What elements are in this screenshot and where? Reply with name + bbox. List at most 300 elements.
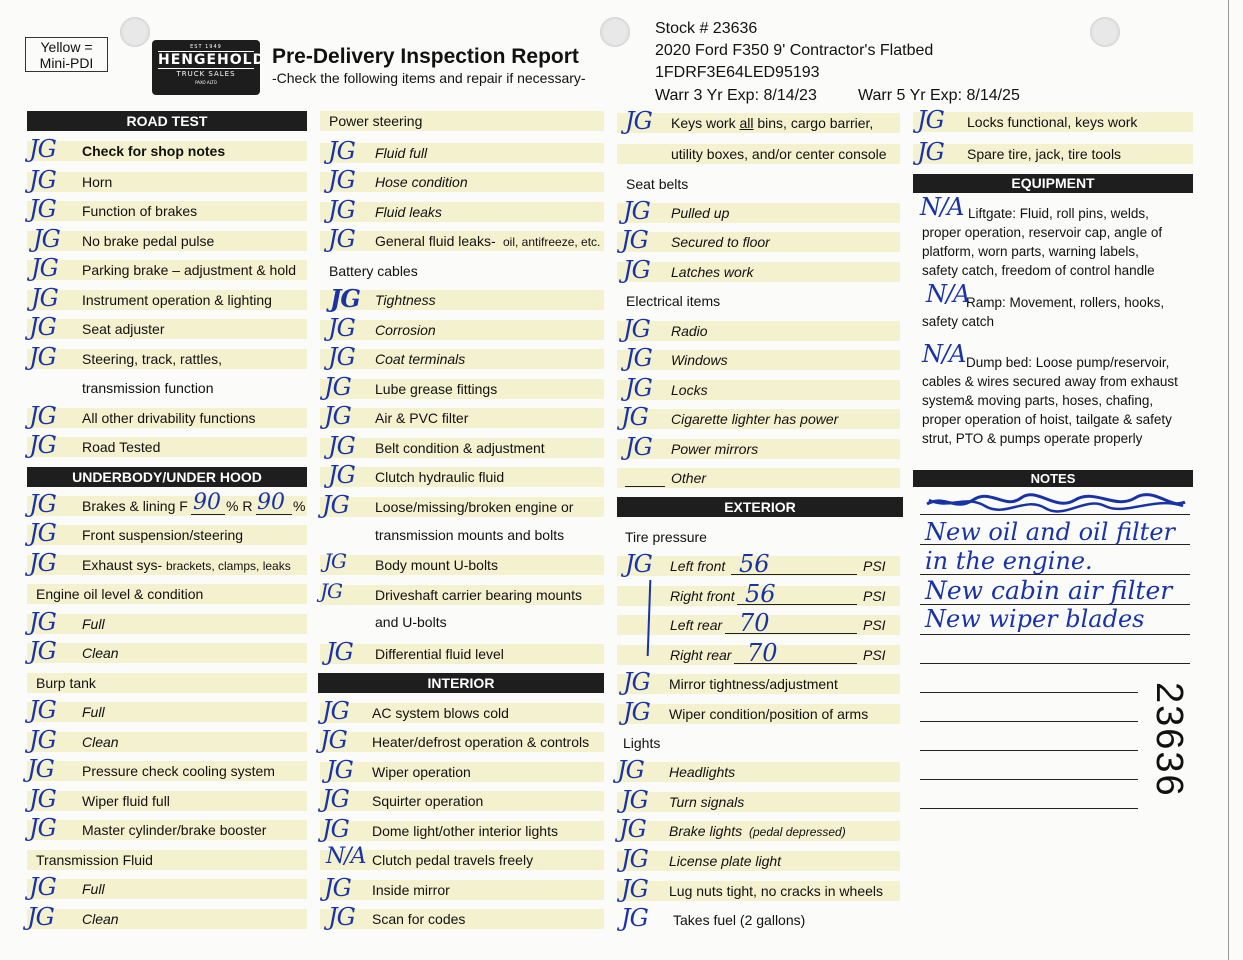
notes-line bbox=[920, 634, 1190, 635]
item-label: Check for shop notes bbox=[82, 143, 226, 159]
initials-mark: JG bbox=[625, 550, 652, 578]
checklist-row bbox=[27, 608, 307, 636]
exterior-header: EXTERIOR bbox=[617, 497, 903, 517]
initials-mark: JG bbox=[625, 107, 652, 135]
checklist-row bbox=[27, 313, 307, 341]
section-label: Seat belts bbox=[626, 176, 689, 192]
na-mark: N/A bbox=[926, 280, 970, 308]
punch-hole bbox=[600, 17, 630, 47]
initials-mark: JG bbox=[917, 106, 944, 134]
item-label: Clean bbox=[82, 911, 119, 927]
dump-line: proper operation of hoist, tailgate & safety bbox=[922, 412, 1172, 427]
item-label: Locks bbox=[671, 382, 708, 398]
dump-line: system& moving parts, hoses, chafing, bbox=[922, 393, 1154, 408]
checklist-row bbox=[27, 225, 307, 253]
item-label: Turn signals bbox=[669, 794, 745, 810]
item-label: transmission function bbox=[82, 380, 214, 396]
item-label: Coat terminals bbox=[375, 351, 466, 367]
item-label: and U-bolts bbox=[375, 614, 447, 630]
checklist-row bbox=[27, 755, 307, 783]
item-label: Radio bbox=[671, 323, 708, 339]
initials-mark: JG bbox=[625, 344, 652, 372]
section-row bbox=[320, 111, 604, 131]
checklist-row bbox=[27, 135, 307, 163]
checklist-row bbox=[320, 579, 604, 605]
road-test-header: ROAD TEST bbox=[27, 111, 307, 131]
checklist-row bbox=[617, 226, 900, 254]
liftgate-line: proper operation, reservoir cap, angle of bbox=[922, 225, 1163, 240]
initials-mark: JG bbox=[623, 698, 650, 726]
initials-mark: JG bbox=[322, 785, 349, 813]
initials-mark: JG bbox=[29, 696, 56, 724]
item-label: Lube grease fittings bbox=[375, 381, 498, 397]
warranty-3yr: Warr 3 Yr Exp: 8/14/23 bbox=[655, 87, 817, 104]
checklist-row bbox=[617, 668, 900, 696]
checklist-row bbox=[320, 903, 604, 931]
item-label: utility boxes, and/or center console bbox=[671, 146, 887, 162]
checklist-row bbox=[320, 726, 604, 754]
section-label: Battery cables bbox=[329, 263, 418, 279]
initials-mark: JG bbox=[623, 197, 650, 225]
vertical-stock-number: 23636 bbox=[1148, 682, 1190, 798]
item-label: No brake pedal pulse bbox=[82, 233, 215, 249]
initials-mark: JG bbox=[621, 786, 648, 814]
initials-mark: JG bbox=[29, 135, 56, 163]
psi-label: PSI bbox=[863, 558, 886, 574]
initials-mark: JG bbox=[328, 432, 355, 460]
checklist-row bbox=[320, 549, 604, 575]
checklist-row bbox=[27, 402, 307, 430]
item-label: Windows bbox=[671, 352, 728, 368]
initials-mark: JG bbox=[917, 138, 944, 166]
scribbled-note bbox=[925, 492, 1187, 514]
initials-mark: JG bbox=[31, 254, 58, 282]
section-label: Engine oil level & condition bbox=[36, 586, 204, 602]
item-label: Instrument operation & lighting bbox=[82, 292, 272, 308]
tire-label: Right rear bbox=[670, 647, 732, 663]
item-label: Scan for codes bbox=[372, 911, 466, 927]
yellow-mini-pdi-note bbox=[25, 37, 108, 72]
checklist-row bbox=[617, 433, 900, 461]
page-subtitle: -Check the following items and repair if necessary- bbox=[272, 70, 586, 86]
initials-mark: JG bbox=[330, 284, 360, 313]
item-label: Pressure check cooling system bbox=[82, 763, 275, 779]
initials-mark: JG bbox=[621, 875, 648, 903]
initials-mark: JG bbox=[619, 815, 646, 843]
section-row bbox=[617, 527, 900, 547]
section-label: Burp tank bbox=[36, 675, 96, 691]
checklist-row bbox=[27, 378, 307, 398]
initials-mark: JG bbox=[328, 225, 355, 253]
checklist-row bbox=[320, 196, 604, 224]
item-label: Parking brake – adjustment & hold bbox=[82, 262, 297, 278]
initials-mark: JG bbox=[328, 166, 355, 194]
initials-mark: JG bbox=[328, 461, 355, 489]
item-label: AC system blows cold bbox=[372, 705, 509, 721]
checklist-row bbox=[320, 612, 604, 632]
psi-label: PSI bbox=[863, 617, 886, 633]
initials-mark: JG bbox=[320, 726, 347, 754]
item-label: Corrosion bbox=[375, 322, 436, 338]
checklist-row bbox=[27, 343, 307, 371]
ramp-line: safety catch bbox=[922, 314, 995, 329]
initials-mark: JG bbox=[623, 668, 650, 696]
initials-mark: JG bbox=[328, 314, 355, 342]
scribble-svg bbox=[925, 492, 1187, 514]
logo-name: HENGEHOLD bbox=[158, 52, 266, 68]
checklist-row bbox=[27, 490, 307, 518]
initials-mark: JG bbox=[29, 814, 56, 842]
checklist-row bbox=[320, 491, 604, 519]
initials-mark: JG bbox=[328, 903, 355, 931]
initials-mark: JG bbox=[29, 519, 56, 547]
tire-row bbox=[617, 550, 900, 578]
company-logo bbox=[152, 40, 266, 95]
item-label bbox=[671, 115, 873, 131]
initials-mark: JG bbox=[29, 195, 56, 223]
checklist-row bbox=[320, 697, 604, 725]
checklist-row bbox=[617, 374, 900, 402]
item-label: Driveshaft carrier bearing mounts bbox=[375, 587, 582, 603]
item-label: Lug nuts tight, no cracks in wheels bbox=[669, 883, 884, 899]
item-label-detail: (pedal depressed) bbox=[749, 825, 846, 839]
initials-mark: JG bbox=[322, 697, 349, 725]
item-label: All other drivability functions bbox=[82, 410, 256, 426]
item-label: Road Tested bbox=[82, 439, 161, 455]
checklist-row bbox=[27, 254, 307, 282]
checklist-row bbox=[27, 785, 307, 813]
checklist-row bbox=[617, 698, 900, 726]
keys-all-text: all bbox=[739, 115, 754, 131]
item-label: Loose/missing/broken engine or bbox=[375, 499, 574, 515]
handwritten-note: New cabin air filter bbox=[925, 576, 1173, 605]
initials-mark: JG bbox=[324, 373, 351, 401]
item-label: Takes fuel (2 gallons) bbox=[673, 912, 806, 928]
checklist-row bbox=[27, 431, 307, 459]
initials-mark: JG bbox=[625, 433, 652, 461]
item-label: Mirror tightness/adjustment bbox=[669, 676, 838, 692]
checklist-row bbox=[27, 166, 307, 194]
section-row bbox=[27, 584, 307, 604]
section-label: Transmission Fluid bbox=[36, 852, 153, 868]
item-label: Inside mirror bbox=[372, 882, 450, 898]
front-brake-value: 90 bbox=[193, 490, 221, 515]
item-label: Front suspension/steering bbox=[82, 527, 244, 543]
initials-mark: JG bbox=[29, 608, 56, 636]
checklist-row bbox=[617, 144, 900, 164]
stock-number: Stock # 23636 bbox=[655, 20, 758, 37]
item-label: Wiper fluid full bbox=[82, 793, 170, 809]
section-row bbox=[617, 174, 900, 194]
item-label: Seat adjuster bbox=[82, 321, 165, 337]
dump-line: cables & wires secured away from exhaust bbox=[922, 374, 1178, 389]
liftgate-block bbox=[920, 193, 1192, 280]
initials-mark: JG bbox=[621, 226, 648, 254]
yellow-note-line: Mini-PDI bbox=[39, 55, 94, 71]
checklist-row bbox=[320, 314, 604, 342]
na-mark: N/A bbox=[920, 193, 964, 221]
item-label: Squirter operation bbox=[372, 793, 484, 809]
checklist-row bbox=[913, 138, 1193, 166]
item-label: Exhaust sys- bbox=[82, 557, 163, 573]
checklist-row bbox=[27, 195, 307, 223]
ramp-line: Ramp: Movement, rollers, hooks, bbox=[966, 295, 1165, 310]
section-row bbox=[320, 261, 604, 281]
initials-mark: JG bbox=[27, 755, 54, 783]
na-mark: N/A bbox=[922, 340, 966, 368]
item-label: Other bbox=[671, 470, 707, 486]
checklist-row bbox=[617, 756, 900, 784]
logo-est: EST 1949 bbox=[190, 44, 222, 50]
ramp-block bbox=[922, 280, 1192, 331]
checklist-row bbox=[27, 519, 307, 547]
checklist-row bbox=[320, 874, 604, 902]
item-label: Hose condition bbox=[375, 174, 468, 190]
checklist-row bbox=[617, 815, 900, 843]
checklist-row bbox=[617, 904, 900, 932]
liftgate-line: safety catch, freedom of control handle bbox=[922, 263, 1155, 278]
initials-mark: JG bbox=[27, 903, 54, 931]
item-label: Master cylinder/brake booster bbox=[82, 822, 267, 838]
dump-line: Dump bed: Loose pump/reservoir, bbox=[966, 355, 1170, 370]
na-mark: N/A bbox=[326, 844, 366, 869]
checklist-row bbox=[617, 403, 900, 431]
checklist-row bbox=[320, 844, 604, 870]
item-label: Wiper condition/position of arms bbox=[669, 706, 869, 722]
psi-label: PSI bbox=[863, 647, 886, 663]
warranty-5yr: Warr 5 Yr Exp: 8/14/25 bbox=[858, 87, 1020, 104]
initials-mark: JG bbox=[31, 284, 58, 312]
checklist-row bbox=[320, 166, 604, 194]
item-label: Wiper operation bbox=[372, 764, 471, 780]
item-label: Steering, track, rattles, bbox=[82, 351, 223, 367]
checklist-row bbox=[617, 344, 900, 372]
item-label: Clean bbox=[82, 645, 119, 661]
checklist-row bbox=[617, 875, 900, 903]
item-label: Latches work bbox=[671, 264, 754, 280]
initials-mark: JG bbox=[617, 756, 644, 784]
item-label: General fluid leaks- bbox=[375, 233, 496, 249]
initials-mark: JG bbox=[29, 166, 56, 194]
checklist-row bbox=[320, 815, 604, 843]
item-label: Horn bbox=[82, 174, 113, 190]
equipment-header: EQUIPMENT bbox=[913, 174, 1193, 193]
section-label: Electrical items bbox=[626, 293, 721, 309]
keys-text: Keys work bbox=[671, 115, 740, 131]
section-row bbox=[27, 850, 307, 870]
initials-mark: JG bbox=[328, 196, 355, 224]
section-row bbox=[617, 733, 900, 753]
liftgate-line: platform, worn parts, warning labels, bbox=[922, 244, 1139, 259]
notes-line bbox=[920, 779, 1138, 780]
tire-value: 56 bbox=[739, 550, 770, 578]
vehicle-description: 2020 Ford F350 9' Contractor's Flatbed bbox=[655, 42, 934, 59]
tire-value: 70 bbox=[739, 609, 770, 637]
checklist-row bbox=[320, 785, 604, 813]
checklist-row bbox=[617, 845, 900, 873]
checklist-row bbox=[320, 756, 604, 784]
initials-mark: JG bbox=[621, 904, 648, 932]
notes-line bbox=[920, 808, 1138, 809]
item-label: Locks functional, keys work bbox=[967, 114, 1138, 130]
item-label-detail: brackets, clamps, leaks bbox=[166, 559, 291, 573]
underbody-header: UNDERBODY/UNDER HOOD bbox=[27, 467, 307, 487]
initials-mark: JG bbox=[621, 403, 648, 431]
checklist-row bbox=[617, 468, 900, 488]
checklist-row bbox=[320, 343, 604, 371]
initials-mark: JG bbox=[29, 431, 56, 459]
notes-line bbox=[920, 750, 1138, 751]
item-label: transmission mounts and bolts bbox=[375, 527, 565, 543]
item-label: Brakes & lining F bbox=[82, 498, 188, 514]
item-label: Full bbox=[82, 704, 105, 720]
notes-line bbox=[920, 721, 1138, 722]
initials-mark: JG bbox=[326, 638, 353, 666]
checklist-row bbox=[617, 786, 900, 814]
keys-text-end: bins, cargo barrier, bbox=[753, 115, 874, 131]
checklist-row bbox=[320, 461, 604, 489]
checklist-row bbox=[617, 315, 900, 343]
liftgate-line: Liftgate: Fluid, roll pins, welds, bbox=[968, 206, 1149, 221]
initials-mark: JG bbox=[29, 343, 56, 371]
notes-line bbox=[920, 663, 1190, 664]
pct-r-label: % R bbox=[226, 498, 253, 514]
handwritten-note: New wiper blades bbox=[925, 605, 1145, 633]
handwritten-note: New oil and oil filter bbox=[925, 518, 1175, 546]
punch-hole bbox=[120, 17, 150, 47]
initials-mark: JG bbox=[623, 315, 650, 343]
initials-mark: JG bbox=[29, 726, 56, 754]
page-title: Pre-Delivery Inspection Report bbox=[272, 45, 579, 68]
section-row bbox=[617, 291, 900, 311]
blank-line bbox=[625, 486, 665, 487]
item-label: Clean bbox=[82, 734, 119, 750]
checklist-row bbox=[320, 525, 604, 545]
item-label: Fluid full bbox=[375, 145, 428, 161]
checklist-row bbox=[617, 107, 900, 135]
checklist-row bbox=[320, 638, 604, 666]
item-label: Secured to floor bbox=[671, 234, 770, 250]
initials-mark: JG bbox=[623, 256, 650, 284]
notes-header: NOTES bbox=[913, 470, 1193, 487]
checklist-row bbox=[27, 873, 307, 901]
checklist-row bbox=[617, 256, 900, 284]
initials-mark: JG bbox=[324, 874, 351, 902]
checklist-row bbox=[27, 549, 307, 577]
checklist-row bbox=[320, 137, 604, 165]
handwritten-note: in the engine. bbox=[925, 547, 1093, 575]
item-label: Fluid leaks bbox=[375, 204, 442, 220]
item-label: Dome light/other interior lights bbox=[372, 823, 558, 839]
page-edge bbox=[1228, 0, 1229, 960]
tire-row bbox=[617, 609, 900, 637]
item-label: Belt condition & adjustment bbox=[375, 440, 545, 456]
initials-mark: JG bbox=[29, 785, 56, 813]
checklist-row bbox=[27, 284, 307, 312]
vin-number: 1FDRF3E64LED95193 bbox=[655, 64, 820, 81]
tire-value: 70 bbox=[747, 639, 778, 667]
initials-mark: JG bbox=[33, 225, 60, 253]
item-label: Power mirrors bbox=[671, 441, 759, 457]
initials-mark: JG bbox=[29, 313, 56, 341]
item-label: Tightness bbox=[375, 292, 436, 308]
initials-mark: JG bbox=[29, 637, 56, 665]
item-label: Air & PVC filter bbox=[375, 410, 469, 426]
tire-row bbox=[617, 580, 900, 608]
initials-mark: JG bbox=[320, 579, 342, 603]
item-label: Clutch pedal travels freely bbox=[372, 852, 534, 868]
pct-label: % bbox=[293, 498, 306, 514]
initials-mark: JG bbox=[324, 402, 351, 430]
item-label: Clutch hydraulic fluid bbox=[375, 469, 505, 485]
section-label: Lights bbox=[623, 735, 661, 751]
initials-mark: JG bbox=[326, 756, 353, 784]
yellow-note-line: Yellow = bbox=[40, 39, 93, 55]
item-label: Spare tire, jack, tire tools bbox=[967, 146, 1122, 162]
initials-mark: JG bbox=[621, 845, 648, 873]
initials-mark: JG bbox=[324, 549, 346, 573]
initials-mark: JG bbox=[322, 815, 349, 843]
initials-mark: JG bbox=[328, 137, 355, 165]
punch-hole bbox=[1090, 17, 1120, 47]
item-label: Cigarette lighter has power bbox=[671, 411, 839, 427]
item-label: Brake lights bbox=[669, 823, 743, 839]
section-label: Power steering bbox=[329, 113, 423, 129]
checklist-row bbox=[320, 432, 604, 460]
interior-header: INTERIOR bbox=[318, 673, 604, 693]
notes-line bbox=[920, 692, 1138, 693]
initials-mark: JG bbox=[29, 549, 56, 577]
checklist-row bbox=[320, 402, 604, 430]
checklist-row bbox=[27, 637, 307, 665]
checklist-row bbox=[320, 373, 604, 401]
checklist-row bbox=[27, 903, 307, 931]
item-label-detail: oil, antifreeze, etc. bbox=[503, 235, 601, 249]
checklist-row bbox=[27, 696, 307, 724]
checklist-row bbox=[320, 225, 604, 253]
item-label: Body mount U-bolts bbox=[375, 557, 498, 573]
item-label: Function of brakes bbox=[82, 203, 198, 219]
item-label: Heater/defrost operation & controls bbox=[372, 734, 590, 750]
psi-label: PSI bbox=[863, 588, 886, 604]
initials-mark: JG bbox=[29, 402, 56, 430]
section-label: Tire pressure bbox=[625, 529, 707, 545]
dump-line: strut, PTO & pumps operate properly bbox=[922, 431, 1143, 446]
item-label: Differential fluid level bbox=[375, 646, 504, 662]
initials-mark: JG bbox=[29, 873, 56, 901]
item-label: Headlights bbox=[669, 764, 736, 780]
checklist-row bbox=[913, 106, 1193, 134]
notes-line bbox=[920, 514, 1190, 515]
checklist-row bbox=[27, 726, 307, 754]
item-label: License plate light bbox=[669, 853, 782, 869]
tire-value: 56 bbox=[745, 580, 776, 608]
item-label: Full bbox=[82, 881, 105, 897]
tire-row bbox=[617, 639, 900, 667]
initials-mark: JG bbox=[322, 491, 349, 519]
logo-sub: TRUCK SALES bbox=[176, 70, 236, 78]
initials-mark: JG bbox=[625, 374, 652, 402]
checklist-row bbox=[320, 284, 604, 313]
item-label: Full bbox=[82, 616, 105, 632]
initials-mark: JG bbox=[328, 343, 355, 371]
checklist-row bbox=[617, 197, 900, 225]
dump-bed-block bbox=[922, 340, 1192, 448]
tire-label: Left front bbox=[670, 558, 726, 574]
item-label: Pulled up bbox=[671, 205, 730, 221]
checklist-row bbox=[27, 814, 307, 842]
tire-label: Left rear bbox=[670, 617, 723, 633]
